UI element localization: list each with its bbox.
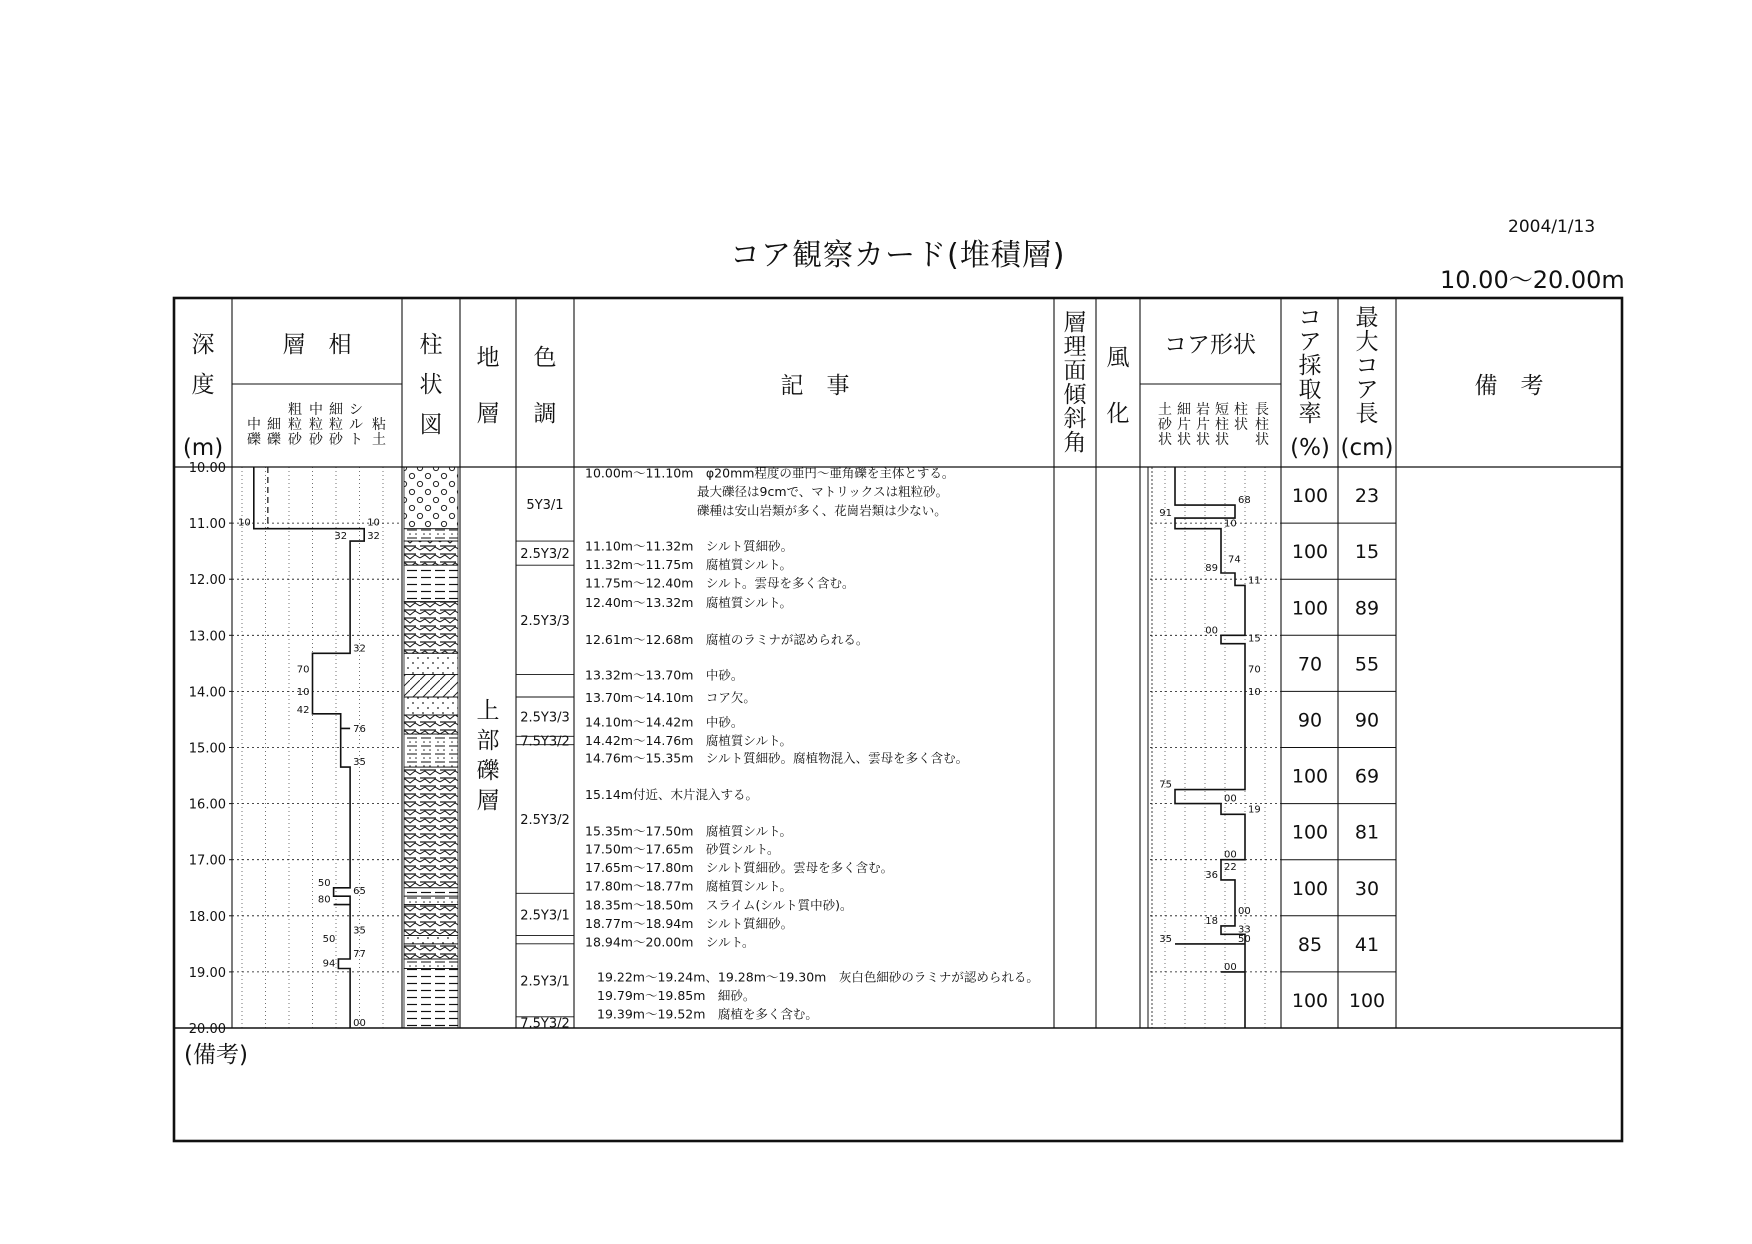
max-core-header: 大 xyxy=(1355,329,1379,355)
depth-label: 11.00 xyxy=(188,517,226,533)
article-line: 11.75m〜12.40m シルト。雲母を多く含む。 xyxy=(585,575,855,591)
article-line: 11.32m〜11.75m 腐植質シルト。 xyxy=(585,557,792,573)
formation-header: 層 xyxy=(476,401,500,427)
lithology-sand xyxy=(404,697,458,715)
core-shape-subheader: 長 xyxy=(1255,402,1269,418)
facies-depth-label: 32 xyxy=(353,643,366,655)
facies-subheader: 砂 xyxy=(329,432,343,448)
facies-subheader: 砂 xyxy=(309,432,323,448)
core-depth-label: 89 xyxy=(1205,563,1218,575)
core-shape-subheader: 状 xyxy=(1255,432,1269,448)
weathering-header: 化 xyxy=(1106,401,1130,427)
max-core-header: 最 xyxy=(1355,305,1379,331)
facies-depth-label: 35 xyxy=(353,757,366,769)
article-line: 15.14m付近、木片混入する。 xyxy=(585,787,758,803)
formation-name: 上 xyxy=(476,698,500,724)
recovery-header: コ xyxy=(1298,305,1322,331)
core-depth-label: 19 xyxy=(1248,804,1261,816)
facies-depth-label: 77 xyxy=(353,948,366,960)
core-depth-label: 11 xyxy=(1248,575,1261,587)
max-core-value: 41 xyxy=(1354,933,1380,956)
facies-depth-label: 10 xyxy=(367,517,380,529)
core-depth-label: 50 xyxy=(1238,933,1251,945)
recovery-value: 100 xyxy=(1291,597,1329,620)
article-line: 14.42m〜14.76m 腐植質シルト。 xyxy=(585,732,792,748)
color-label: 5Y3/1 xyxy=(526,498,564,514)
facies-depth-label: 32 xyxy=(334,531,348,543)
core-shape-subheader: 柱 xyxy=(1234,402,1248,418)
facies-subheader: 中 xyxy=(247,417,261,433)
article-line: 17.65m〜17.80m シルト質細砂。雲母を多く含む。 xyxy=(585,860,894,876)
weathering-header: 風 xyxy=(1106,345,1130,371)
facies-depth-label: 00 xyxy=(353,1018,366,1029)
core-shape-header: コア形状 xyxy=(1164,332,1256,358)
depth-label: 17.00 xyxy=(188,853,226,869)
article-line: 11.10m〜11.32m シルト質細砂。 xyxy=(585,538,794,554)
article-line: 14.10m〜14.42m 中砂。 xyxy=(585,714,744,730)
depth-header: 度 xyxy=(191,372,215,398)
article-line: 14.76m〜15.35m シルト質細砂。腐植物混入、雲母を多く含む。 xyxy=(585,750,969,766)
article-line: 18.77m〜18.94m シルト質細砂。 xyxy=(585,916,794,932)
color-label: 2.5Y3/2 xyxy=(520,547,570,563)
footer-remarks-label: (備考) xyxy=(184,1042,248,1068)
max-core-value: 89 xyxy=(1354,597,1380,620)
column-header: 状 xyxy=(419,372,443,398)
lithology-silt-sand xyxy=(404,734,458,767)
max-core-value: 30 xyxy=(1354,877,1380,900)
article-line: 12.61m〜12.68m 腐植のラミナが認められる。 xyxy=(585,631,869,647)
recovery-value: 90 xyxy=(1297,709,1323,732)
lithology-silt-sand xyxy=(404,529,458,541)
core-shape-subheader: 状 xyxy=(1196,432,1210,448)
lithology-sand xyxy=(404,653,458,674)
recovery-header: 採 xyxy=(1298,353,1322,379)
article-line: 19.79m〜19.85m 細砂。 xyxy=(597,988,756,1004)
color-label: 7.5Y3/2 xyxy=(520,1016,570,1032)
article-line: 13.32m〜13.70m 中砂。 xyxy=(585,667,744,683)
lithology-gravel xyxy=(404,467,458,529)
article-line: 18.94m〜20.00m シルト。 xyxy=(585,934,755,950)
article-line: 18.35m〜18.50m スライム(シルト質中砂)。 xyxy=(585,897,853,913)
lithology-humic xyxy=(404,944,458,959)
facies-depth-label: 76 xyxy=(353,724,366,736)
facies-subheader: 砂 xyxy=(288,432,302,448)
core-depth-label: 33 xyxy=(1238,924,1251,936)
core-depth-label: 22 xyxy=(1224,862,1237,874)
facies-subheader: 細 xyxy=(267,417,281,433)
core-shape-subheader: 短 xyxy=(1215,402,1229,418)
dip-header: 面 xyxy=(1063,358,1087,384)
core-shape-subheader: 状 xyxy=(1234,417,1248,433)
depth-label: 15.00 xyxy=(188,741,226,757)
lithology-silt-sand xyxy=(404,959,458,969)
depth-label: 19.00 xyxy=(188,965,226,981)
core-depth-label: 70 xyxy=(1248,664,1261,676)
formation-name: 礫 xyxy=(476,758,500,784)
recovery-value: 100 xyxy=(1291,765,1329,788)
color-label: 2.5Y3/1 xyxy=(520,974,570,990)
table-frame xyxy=(174,298,1622,1141)
max-core-value: 90 xyxy=(1354,709,1380,732)
facies-depth-label: 80 xyxy=(317,894,331,906)
color-header: 色 xyxy=(533,345,557,371)
facies-subheader: 粒 xyxy=(329,417,343,433)
lithology-humic xyxy=(404,715,458,734)
dip-header: 層 xyxy=(1063,310,1087,336)
core-depth-label: 68 xyxy=(1238,495,1251,507)
color-label: 2.5Y3/3 xyxy=(520,613,570,629)
depth-label: 18.00 xyxy=(188,909,226,925)
max-core-value: 23 xyxy=(1354,485,1380,508)
column-header: 図 xyxy=(419,412,443,438)
lithology-silt-sand xyxy=(404,896,458,904)
recovery-value: 100 xyxy=(1291,989,1329,1012)
core-shape-subheader: 片 xyxy=(1177,417,1191,433)
max-core-value: 81 xyxy=(1354,821,1380,844)
article-line: 15.35m〜17.50m 腐植質シルト。 xyxy=(585,823,792,839)
dip-header: 理 xyxy=(1063,334,1087,360)
core-depth-label: 00 xyxy=(1205,625,1218,637)
document-date: 2004/1/13 xyxy=(1508,217,1596,237)
core-depth-label: 75 xyxy=(1159,779,1172,791)
core-depth-label: 15 xyxy=(1248,633,1261,645)
lithology-humic xyxy=(404,602,458,654)
depth-range: 10.00〜20.00m xyxy=(1440,266,1625,294)
core-depth-label: 10 xyxy=(1224,518,1237,530)
article-line: 10.00m〜11.10m φ20mm程度の亜円〜亜角礫を主体とする。 xyxy=(585,465,955,481)
max-core-value: 69 xyxy=(1354,765,1380,788)
color-label: 2.5Y3/1 xyxy=(520,908,570,924)
article-line: 12.40m〜13.32m 腐植質シルト。 xyxy=(585,594,792,610)
color-label: 2.5Y3/2 xyxy=(520,813,570,829)
core-depth-label: 00 xyxy=(1224,961,1237,973)
facies-depth-label: 10 xyxy=(238,517,251,529)
recovery-value: 100 xyxy=(1291,541,1329,564)
formation-name: 部 xyxy=(476,728,500,754)
article-line: 13.70m〜14.10m コア欠。 xyxy=(585,690,756,706)
facies-subheader: 中 xyxy=(309,402,323,418)
lithology-humic xyxy=(404,905,458,936)
dip-header: 角 xyxy=(1063,430,1087,456)
core-shape-subheader: 状 xyxy=(1215,432,1229,448)
recovery-value: 70 xyxy=(1297,653,1323,676)
core-shape-subheader: 状 xyxy=(1177,432,1191,448)
core-depth-label: 00 xyxy=(1224,849,1237,861)
article-line: 19.22m〜19.24m、19.28m〜19.30m 灰白色細砂のラミナが認められる。 xyxy=(597,969,1039,985)
recovery-header: 取 xyxy=(1298,377,1322,403)
lithology-sand xyxy=(404,935,458,943)
recovery-header: ア xyxy=(1298,329,1322,355)
recovery-value: 100 xyxy=(1291,877,1329,900)
remarks-header: 備 考 xyxy=(1474,373,1544,399)
depth-label: 16.00 xyxy=(188,797,226,813)
article-header: 記 事 xyxy=(780,373,850,399)
core-depth-label: 00 xyxy=(1238,905,1251,917)
core-shape-subheader: 砂 xyxy=(1158,417,1172,433)
color-label: 7.5Y3/2 xyxy=(520,734,570,750)
depth-label: 20.00 xyxy=(188,1022,226,1037)
facies-depth-label: 32 xyxy=(367,531,380,543)
core-shape-subheader: 状 xyxy=(1158,432,1172,448)
facies-subheader: 礫 xyxy=(247,432,261,448)
article-line: 17.50m〜17.65m 砂質シルト。 xyxy=(585,841,780,857)
facies-subheader: ト xyxy=(349,432,363,448)
dip-header: 傾 xyxy=(1063,382,1087,408)
max-core-value: 55 xyxy=(1354,653,1380,676)
core-depth-label: 35 xyxy=(1159,933,1172,945)
document-title: コア観察カード(堆積層) xyxy=(730,238,1066,273)
lithology-humic xyxy=(404,541,458,565)
depth-label: 14.00 xyxy=(188,685,226,701)
core-shape-subheader: 柱 xyxy=(1255,417,1269,433)
depth-label: 13.00 xyxy=(188,629,226,645)
facies-depth-label: 50 xyxy=(322,933,336,945)
core-depth-label: 74 xyxy=(1228,554,1241,566)
dip-header: 斜 xyxy=(1063,406,1087,432)
core-depth-label: 91 xyxy=(1159,508,1172,520)
facies-subheader: 土 xyxy=(372,432,386,448)
core-depth-label: 36 xyxy=(1205,869,1218,881)
core-shape-subheader: 片 xyxy=(1196,417,1210,433)
formation-name: 層 xyxy=(476,788,500,814)
lithology-humic xyxy=(404,767,458,888)
depth-header: 深 xyxy=(191,332,215,358)
lithology-silt xyxy=(404,565,458,601)
core-depth-label: 18 xyxy=(1205,915,1218,927)
facies-depth-label: 94 xyxy=(322,958,336,970)
article-line: 礫種は安山岩類が多く、花崗岩類は少ない。 xyxy=(697,502,947,518)
article-line: 19.39m〜19.52m 腐植を多く含む。 xyxy=(597,1006,818,1022)
facies-subheader: 粒 xyxy=(309,417,323,433)
max-core-value: 100 xyxy=(1348,989,1386,1012)
facies-depth-label: 42 xyxy=(296,704,310,716)
facies-subheader: 粗 xyxy=(288,402,302,418)
recovery-unit: (%) xyxy=(1290,435,1330,461)
facies-subheader: 粘 xyxy=(372,417,386,433)
facies-subheader: ル xyxy=(349,417,363,433)
core-shape-subheader: 柱 xyxy=(1215,417,1229,433)
facies-depth-label: 65 xyxy=(353,886,366,898)
lithology-missing xyxy=(404,675,458,697)
max-core-header: 長 xyxy=(1355,401,1379,427)
core-shape-subheader: 土 xyxy=(1158,402,1172,418)
core-shape-subheader: 岩 xyxy=(1196,402,1210,418)
depth-unit: (m) xyxy=(182,435,224,461)
facies-depth-label: 50 xyxy=(317,877,331,889)
max-core-header: コ xyxy=(1355,353,1379,379)
max-core-unit: (cm) xyxy=(1340,435,1394,461)
max-core-value: 15 xyxy=(1354,541,1380,564)
max-core-header: ア xyxy=(1355,377,1379,403)
color-header: 調 xyxy=(533,401,557,427)
color-label: 2.5Y3/3 xyxy=(520,710,570,726)
recovery-value: 100 xyxy=(1291,821,1329,844)
depth-label: 10.00 xyxy=(188,461,226,476)
lithology-silt xyxy=(404,888,458,896)
recovery-value: 85 xyxy=(1297,933,1323,956)
article-line: 17.80m〜18.77m 腐植質シルト。 xyxy=(585,878,792,894)
facies-subheader: 粒 xyxy=(288,417,302,433)
core-depth-label: 10 xyxy=(1248,687,1261,699)
facies-depth-label: 10 xyxy=(296,687,310,699)
facies-subheader: 礫 xyxy=(267,432,281,448)
depth-label: 12.00 xyxy=(188,573,226,589)
recovery-value: 100 xyxy=(1291,485,1329,508)
facies-depth-label: 35 xyxy=(353,925,366,937)
formation-header: 地 xyxy=(476,345,500,371)
facies-subheader: シ xyxy=(349,402,363,418)
facies-subheader: 細 xyxy=(329,402,343,418)
facies-depth-label: 70 xyxy=(296,664,310,676)
article-line: 最大礫径は9cmで、マトリックスは粗粒砂。 xyxy=(697,484,949,500)
facies-header: 層 相 xyxy=(282,332,352,358)
core-shape-subheader: 細 xyxy=(1177,402,1191,418)
recovery-header: 率 xyxy=(1298,401,1322,427)
column-header: 柱 xyxy=(419,332,443,358)
lithology-silt xyxy=(404,969,458,1028)
core-depth-label: 00 xyxy=(1224,793,1237,805)
